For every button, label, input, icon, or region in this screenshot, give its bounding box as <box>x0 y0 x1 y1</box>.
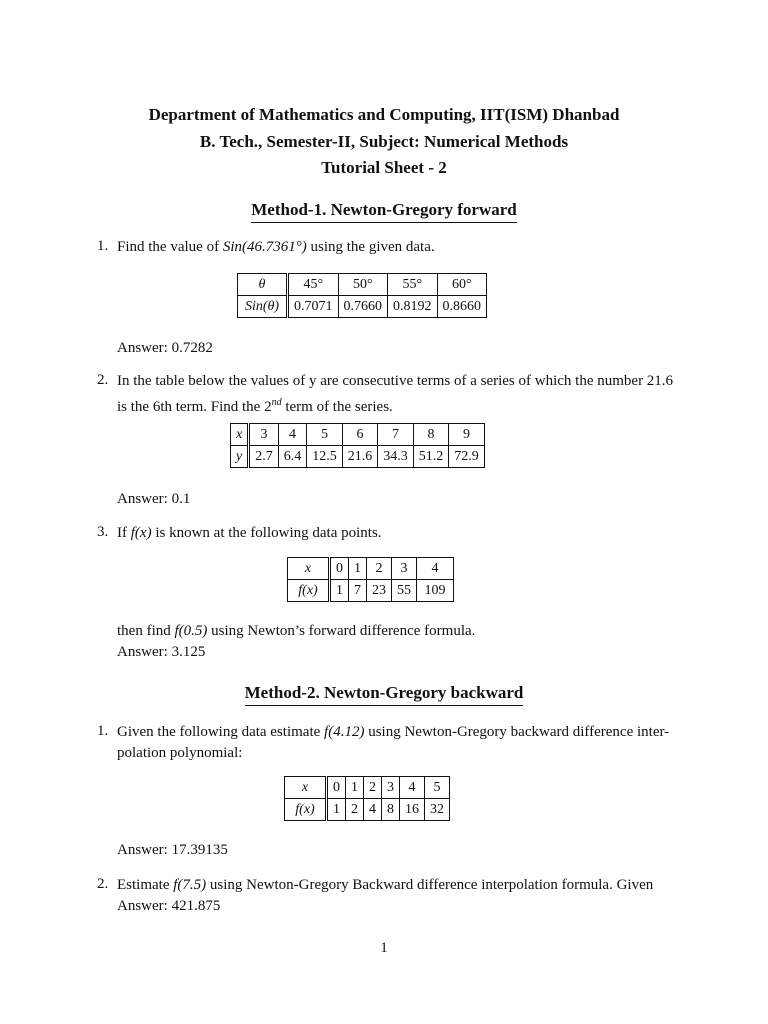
text-fragment: is known at the following data points. <box>151 525 382 541</box>
question-text: In the table below the values of y are consecutive terms of a series of which the number 21.6 <box>117 373 674 389</box>
answer-text: Answer: 0.7282 <box>117 340 213 356</box>
question-number: 1. <box>97 723 109 739</box>
answer-text: Answer: 3.125 <box>117 644 206 660</box>
table-cell: 1 <box>327 799 346 821</box>
table-cell: y <box>231 446 249 468</box>
table-cell: 3 <box>392 558 417 580</box>
header-line-1: Department of Mathematics and Computing, IIT(ISM) Dhanbad <box>148 105 620 124</box>
table-cell: 34.3 <box>378 446 414 468</box>
superscript: nd <box>271 397 282 408</box>
table-cell: 109 <box>417 580 454 602</box>
text-fragment: is the 6th term. Find the 2 <box>117 399 272 415</box>
table-cell: x <box>231 424 249 446</box>
text-fragment: Find the value of <box>117 239 223 255</box>
table-row <box>285 799 450 821</box>
table-cell: 3 <box>249 424 279 446</box>
text-fragment: then find <box>117 623 175 639</box>
table-cell: 9 <box>449 424 485 446</box>
table-cell: 0 <box>327 777 346 799</box>
table-cell: 7 <box>349 580 367 602</box>
text-fragment: If <box>117 525 131 541</box>
section-1-heading <box>0 200 768 223</box>
table-cell: 55 <box>392 580 417 602</box>
header-line-2: B. Tech., Semester-II, Subject: Numerical Methods <box>199 132 569 151</box>
table-cell: f(x) <box>288 580 330 602</box>
table-cell: f(x) <box>285 799 327 821</box>
table-cell: 4 <box>417 558 454 580</box>
text-fragment: using Newton-Gregory backward difference inter- <box>364 724 670 740</box>
question-text <box>117 874 653 896</box>
table-cell: 7 <box>378 424 414 446</box>
table-row <box>231 446 485 468</box>
table-cell: 45° <box>288 274 339 296</box>
table-cell: 1 <box>349 558 367 580</box>
table-cell: 3 <box>382 777 400 799</box>
answer-text: Answer: 17.39135 <box>117 842 228 858</box>
answer-text: Answer: 0.1 <box>117 491 191 507</box>
table-row <box>288 580 454 602</box>
table-cell: 5 <box>307 424 343 446</box>
question-text <box>117 721 669 743</box>
question-text <box>117 236 435 258</box>
question-text-line-2: polation polynomial: <box>117 745 243 761</box>
table-cell: 1 <box>346 777 364 799</box>
data-table <box>237 273 487 318</box>
table-cell: 8 <box>382 799 400 821</box>
table-cell: 72.9 <box>449 446 485 468</box>
question-number: 2. <box>97 372 109 388</box>
table-cell: 60° <box>437 274 487 296</box>
table-cell: 12.5 <box>307 446 343 468</box>
table-cell: 55° <box>388 274 438 296</box>
math-expression: Sin(46.7361°) <box>222 239 307 255</box>
section-2-heading <box>0 683 768 706</box>
page-number: 1 <box>380 940 388 956</box>
math-expression: f(7.5) <box>173 877 207 893</box>
table-row <box>288 558 454 580</box>
table-cell: 2 <box>367 558 392 580</box>
math-expression: f(0.5) <box>174 623 208 639</box>
table-row <box>231 424 485 446</box>
table-cell: x <box>288 558 330 580</box>
question-text-continued <box>117 620 475 642</box>
table-cell: 0.8660 <box>437 296 487 318</box>
math-expression: f(x) <box>130 525 152 541</box>
table-cell: 2 <box>364 777 382 799</box>
table-cell: 32 <box>425 799 450 821</box>
table-cell: 0.7071 <box>288 296 339 318</box>
table-cell: 50° <box>338 274 388 296</box>
text-fragment: using Newton-Gregory Backward difference interpolation formula. Given <box>206 877 654 893</box>
section-1-title: Method-1. Newton-Gregory forward <box>251 200 516 223</box>
question-text-line-2 <box>117 392 393 418</box>
data-table <box>287 557 454 602</box>
data-table <box>230 423 485 468</box>
table-cell: Sin(θ) <box>238 296 288 318</box>
text-fragment: Given the following data estimate <box>117 724 325 740</box>
table-cell: x <box>285 777 327 799</box>
table-cell: 23 <box>367 580 392 602</box>
answer-text: Answer: 421.875 <box>117 898 221 914</box>
table-cell: 4 <box>364 799 382 821</box>
table-cell: 2 <box>346 799 364 821</box>
text-fragment: Estimate <box>117 877 174 893</box>
table-cell: 0.7660 <box>338 296 388 318</box>
table-row <box>285 777 450 799</box>
text-fragment: term of the series. <box>281 399 393 415</box>
table-cell: 6.4 <box>278 446 307 468</box>
table-cell: 0 <box>330 558 349 580</box>
math-expression: f(4.12) <box>324 724 365 740</box>
data-table <box>284 776 450 821</box>
section-2-title: Method-2. Newton-Gregory backward <box>245 683 524 706</box>
table-cell: 6 <box>342 424 378 446</box>
table-cell: 4 <box>278 424 307 446</box>
table-cell: 8 <box>413 424 449 446</box>
table-cell: θ <box>238 274 288 296</box>
table-cell: 2.7 <box>249 446 279 468</box>
table-cell: 51.2 <box>413 446 449 468</box>
table-cell: 1 <box>330 580 349 602</box>
table-row <box>238 274 487 296</box>
table-cell: 16 <box>400 799 425 821</box>
table-cell: 4 <box>400 777 425 799</box>
question-number: 3. <box>97 524 109 540</box>
header-line-3: Tutorial Sheet - 2 <box>321 158 447 177</box>
table-cell: 5 <box>425 777 450 799</box>
text-fragment: using the given data. <box>306 239 435 255</box>
question-number: 2. <box>97 876 109 892</box>
question-text <box>117 522 382 544</box>
question-number: 1. <box>97 238 109 254</box>
text-fragment: using Newton’s forward difference formula. <box>207 623 476 639</box>
table-row <box>238 296 487 318</box>
table-cell: 0.8192 <box>388 296 438 318</box>
table-cell: 21.6 <box>342 446 378 468</box>
